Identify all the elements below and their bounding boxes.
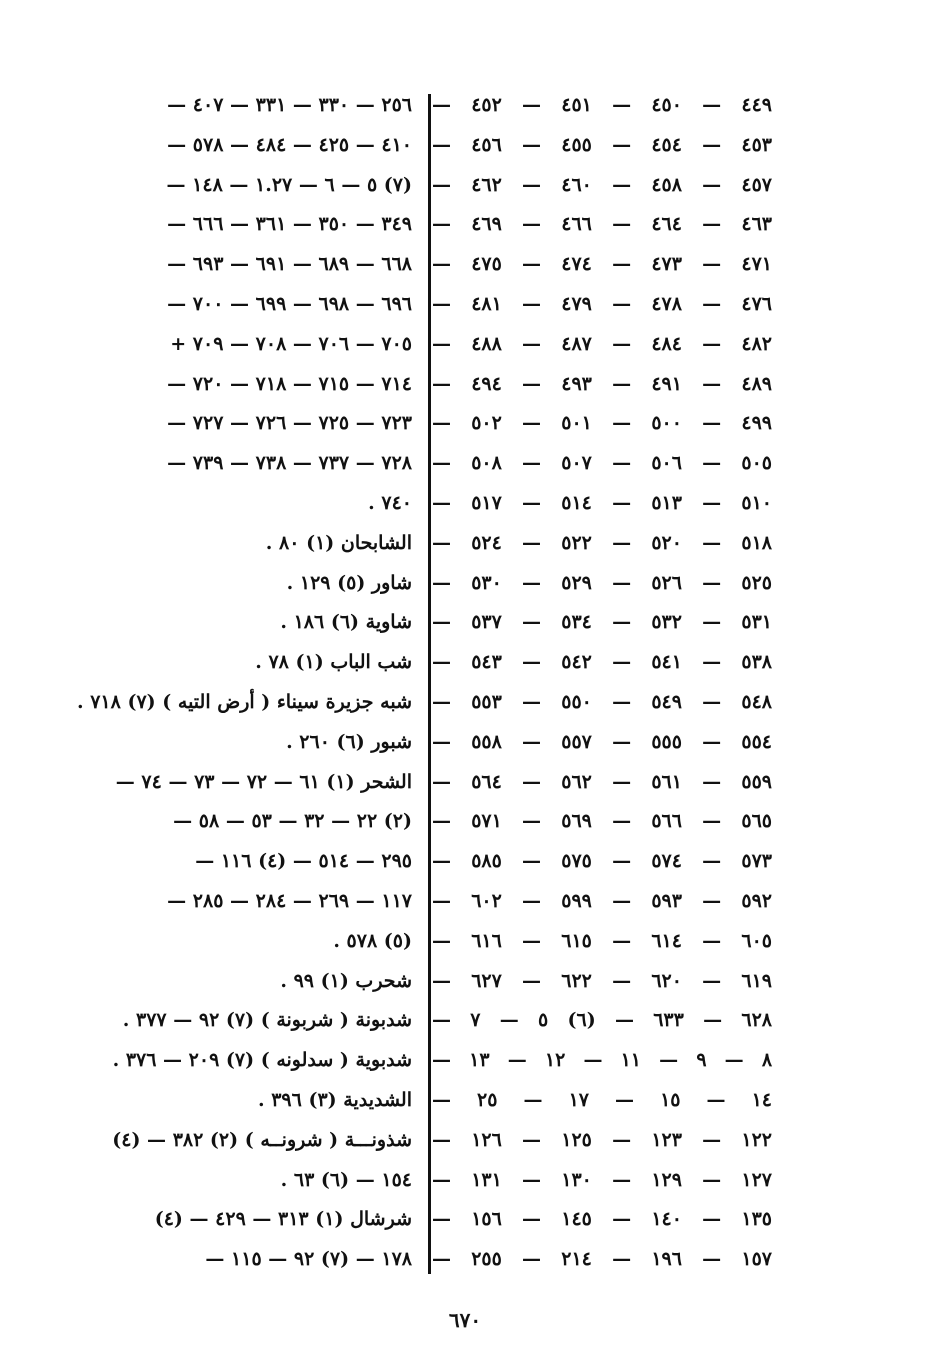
index-line: ٤٩٩ — ٥٠٠ — ٥٠١ — ٥٠٢ —	[432, 412, 772, 435]
index-line: ٥٣١ — ٥٣٢ — ٥٣٤ — ٥٣٧ —	[432, 611, 772, 634]
index-line: ٤٧٦ — ٤٧٨ — ٤٧٩ — ٤٨١ —	[432, 292, 772, 315]
index-line: ٥٤٨ — ٥٤٩ — ٥٥٠ — ٥٥٣ —	[432, 690, 772, 713]
index-line: ٦٠٥ — ٦١٤ — ٦١٥ — ٦١٦ —	[432, 929, 772, 952]
index-entry: الشابحان (١) ٨٠ .	[265, 531, 412, 554]
index-entry: شذونـــة ( شرونــه ) (٢) ٣٨٢ — (٤)	[112, 1128, 412, 1151]
index-line: ٥١٠ — ٥١٣ — ٥١٤ — ٥١٧ —	[432, 491, 772, 514]
index-line: ٥٥٤ — ٥٥٥ — ٥٥٧ — ٥٥٨ —	[432, 730, 772, 753]
index-line: ٢٩٥ — ٥١٤ — (٤) ١١٦ —	[195, 850, 412, 873]
index-line: ٥٥٩ — ٥٦١ — ٥٦٢ — ٥٦٤ —	[432, 770, 772, 793]
index-line: ٥٩٢ — ٥٩٣ — ٥٩٩ — ٦٠٢ —	[432, 889, 772, 912]
index-line: ١١٧ — ٢٦٩ — ٢٨٤ — ٢٨٥ —	[167, 889, 412, 912]
index-line: ٥٠٥ — ٥٠٦ — ٥٠٧ — ٥٠٨ —	[432, 452, 772, 475]
index-column-left	[42, 86, 412, 1280]
index-entry: شدبوية ( سدلونه ) (٧) ٢٠٩ — ٣٧٦ .	[112, 1049, 412, 1072]
index-entry: شب الباب (١) ٧٨ .	[255, 651, 412, 674]
page-number: ٦٧٠	[448, 1308, 482, 1332]
index-entry: الشحر (١) ٦١ — ٧٢ — ٧٣ — ٧٤ —	[115, 770, 412, 793]
index-entry: شاوية (٦) ١٨٦ .	[280, 611, 412, 634]
index-line: ١٧٨ — (٧) ٩٢ — ١١٥ —	[205, 1248, 412, 1271]
index-line: (٢) ٢٢ — ٣٢ — ٥٣ — ٥٨ —	[173, 810, 412, 833]
index-entry: شاور (٥) ١٢٩ .	[286, 571, 412, 594]
column-divider	[428, 94, 431, 1274]
index-line: ١٢٢ — ١٢٣ — ١٢٥ — ١٢٦ —	[432, 1128, 772, 1151]
index-line: ١٥٤ — (٦) ٦٣ .	[280, 1168, 412, 1191]
index-entry: شبور (٦) ٢٦٠ .	[286, 730, 412, 753]
index-line: (٧) ٥ — ٦ — ١.٢٧ — ١٤٨ —	[166, 173, 412, 196]
index-line: ٦٩٦ — ٦٩٨ — ٦٩٩ — ٧٠٠ —	[167, 292, 412, 315]
index-line: ٧١٤ — ٧١٥ — ٧١٨ — ٧٢٠ —	[167, 372, 412, 395]
index-line: ٥٦٥ — ٥٦٦ — ٥٦٩ — ٥٧١ —	[432, 810, 772, 833]
index-column-right	[432, 86, 772, 1280]
index-line: ٥٢٥ — ٥٢٦ — ٥٢٩ — ٥٣٠ —	[432, 571, 772, 594]
index-line: ٨ — ٩ — ١١ — ١٢ — ١٣ —	[432, 1049, 773, 1072]
index-entry: الشديدية (٣) ٣٩٦ .	[257, 1088, 412, 1111]
index-line: (٥) ٥٧٨ .	[333, 929, 412, 952]
index-line: ٤٥٣ — ٤٥٤ — ٤٥٥ — ٤٥٦ —	[432, 133, 772, 156]
index-line: ٦٢٨ — ٦٣٣ — (٦) ٥ — ٧ —	[432, 1009, 772, 1032]
index-line: ٤٨٢ — ٤٨٤ — ٤٨٧ — ٤٨٨ —	[432, 332, 772, 355]
index-line: ٤٥٧ — ٤٥٨ — ٤٦٠ — ٤٦٢ —	[432, 173, 772, 196]
index-line: ١٤ — ١٥ — ١٧ — ٢٥ —	[432, 1088, 773, 1111]
index-entry: شبه جزيرة سيناء ( أرض التيه ) (٧) ٧١٨ .	[76, 690, 412, 713]
index-line: ٥١٨ — ٥٢٠ — ٥٢٢ — ٥٢٤ —	[432, 531, 772, 554]
index-line: ٧٢٣ — ٧٢٥ — ٧٢٦ — ٧٢٧ —	[167, 412, 412, 435]
index-line: ٣٤٩ — ٣٥٠ — ٣٦١ — ٦٦٦ —	[167, 213, 412, 236]
index-line: ١٥٧ — ١٩٦ — ٢١٤ — ٢٥٥ —	[432, 1248, 772, 1271]
index-line: ٧٠٥ — ٧٠٦ — ٧٠٨ — ٧٠٩ +	[170, 332, 412, 355]
index-line: ٤٧١ — ٤٧٣ — ٤٧٤ — ٤٧٥ —	[432, 253, 772, 276]
index-line: ٧٤٠ .	[368, 491, 412, 514]
index-line: ٦٦٨ — ٦٨٩ — ٦٩١ — ٦٩٣ —	[167, 253, 412, 276]
index-line: ٤٨٩ — ٤٩١ — ٤٩٣ — ٤٩٤ —	[432, 372, 772, 395]
index-line: ٤٦٣ — ٤٦٤ — ٤٦٦ — ٤٦٩ —	[432, 213, 772, 236]
index-line: ٤١٠ — ٤٢٥ — ٤٨٤ — ٥٧٨ —	[167, 133, 412, 156]
index-line: ٢٥٦ — ٣٣٠ — ٣٣١ — ٤٠٧ —	[167, 94, 412, 116]
index-line: ٧٢٨ — ٧٣٧ — ٧٣٨ — ٧٣٩ —	[167, 452, 412, 475]
index-entry: شحرب (١) ٩٩ .	[280, 969, 412, 992]
index-entry: شدبونة ( شربونة ) (٧) ٩٢ — ٣٧٧ .	[122, 1009, 412, 1032]
index-line: ٥٧٣ — ٥٧٤ — ٥٧٥ — ٥٨٥ —	[432, 850, 772, 873]
index-entry: شرشال (١) ٣١٣ — ٤٢٩ — (٤)	[154, 1208, 412, 1231]
index-line: ٥٣٨ — ٥٤١ — ٥٤٢ — ٥٤٣ —	[432, 651, 772, 674]
index-line: ١٣٥ — ١٤٠ — ١٤٥ — ١٥٦ —	[432, 1208, 772, 1231]
index-line: ٤٤٩ — ٤٥٠ — ٤٥١ — ٤٥٢ —	[432, 94, 772, 116]
index-line: ٦١٩ — ٦٢٠ — ٦٢٢ — ٦٢٧ —	[432, 969, 772, 992]
index-line: ١٢٧ — ١٢٩ — ١٣٠ — ١٣١ —	[432, 1168, 772, 1191]
